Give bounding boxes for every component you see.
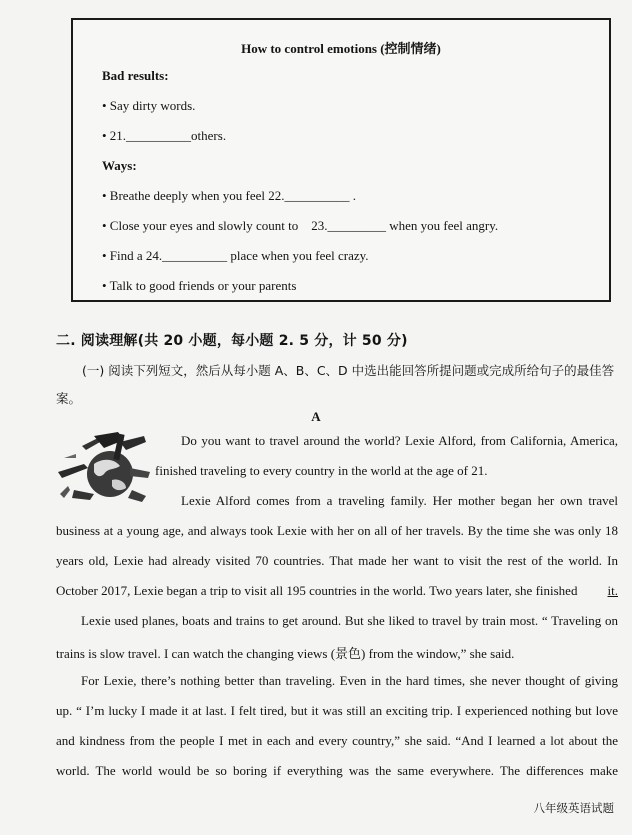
passage-label: A bbox=[311, 409, 321, 424]
passage-line: Do you want to travel around the world? Lexie Alford, from California, America, bbox=[181, 433, 618, 448]
way-item: • Find a 24.__________ place when you feel crazy. bbox=[102, 248, 369, 263]
underlined-word: it. bbox=[607, 583, 618, 598]
ways-heading: Ways: bbox=[102, 158, 137, 173]
summary-box bbox=[71, 18, 611, 302]
passage-line: years old, Lexie had already visited 70 countries. That made her want to visit the rest of the world. In bbox=[56, 553, 618, 568]
bad-results-heading: Bad results: bbox=[102, 68, 169, 83]
passage-line-text: October 2017, Lexie began a trip to visit all 195 countries in the world. Two years later, she finished bbox=[56, 583, 578, 598]
bad-result-item: • Say dirty words. bbox=[102, 98, 196, 113]
passage-line: up. “ I’m lucky I made it at last. I felt tired, but it was still an exciting trip. I experienced nothing but love bbox=[56, 703, 618, 718]
passage-line: Lexie used planes, boats and trains to get around. But she liked to travel by train most. “ Traveling on bbox=[81, 613, 618, 628]
page-footer: 八年级英语试题 bbox=[533, 801, 614, 815]
globe-travel-illustration bbox=[54, 428, 154, 506]
passage-line: business at a young age, and always took Lexie with her on all of her travels. By the time she was only 18 bbox=[56, 523, 618, 538]
way-item: • Breathe deeply when you feel 22.__________ . bbox=[102, 188, 357, 203]
passage-line: finished traveling to every country in the world at the age of 21. bbox=[155, 463, 488, 478]
way-item: • Close your eyes and slowly count to 23._________ when you feel angry. bbox=[102, 218, 499, 233]
box-title: How to control emotions (控制情绪) bbox=[241, 41, 441, 56]
section-heading: 二. 阅读理解(共 20 小题，每小题 2. 5 分，计 50 分) bbox=[56, 333, 408, 349]
passage-line: Lexie Alford comes from a traveling family. Her mother began her own travel bbox=[181, 493, 618, 508]
section-instruction: (一) 阅读下列短文，然后从每小题 A、B、C、D 中选出能回答所提问题或完成所给句子的最佳答案。 bbox=[56, 363, 615, 406]
passage-line: For Lexie, there’s nothing better than traveling. Even in the hard times, she never thought of giving bbox=[81, 673, 618, 688]
passage-line-with-underline bbox=[56, 583, 618, 599]
passage-line: and kindness from the people I met in each and every country,” she said. “And I learned a lot about the bbox=[56, 733, 618, 748]
way-item: • Talk to good friends or your parents bbox=[102, 278, 297, 293]
passage-line: world. The world would be so boring if everything was the same everywhere. The differences make bbox=[56, 763, 618, 778]
passage-line: trains is slow travel. I can watch the changing views (景色) from the window,” she said. bbox=[56, 646, 515, 661]
bad-result-item: • 21.__________others. bbox=[102, 128, 227, 143]
